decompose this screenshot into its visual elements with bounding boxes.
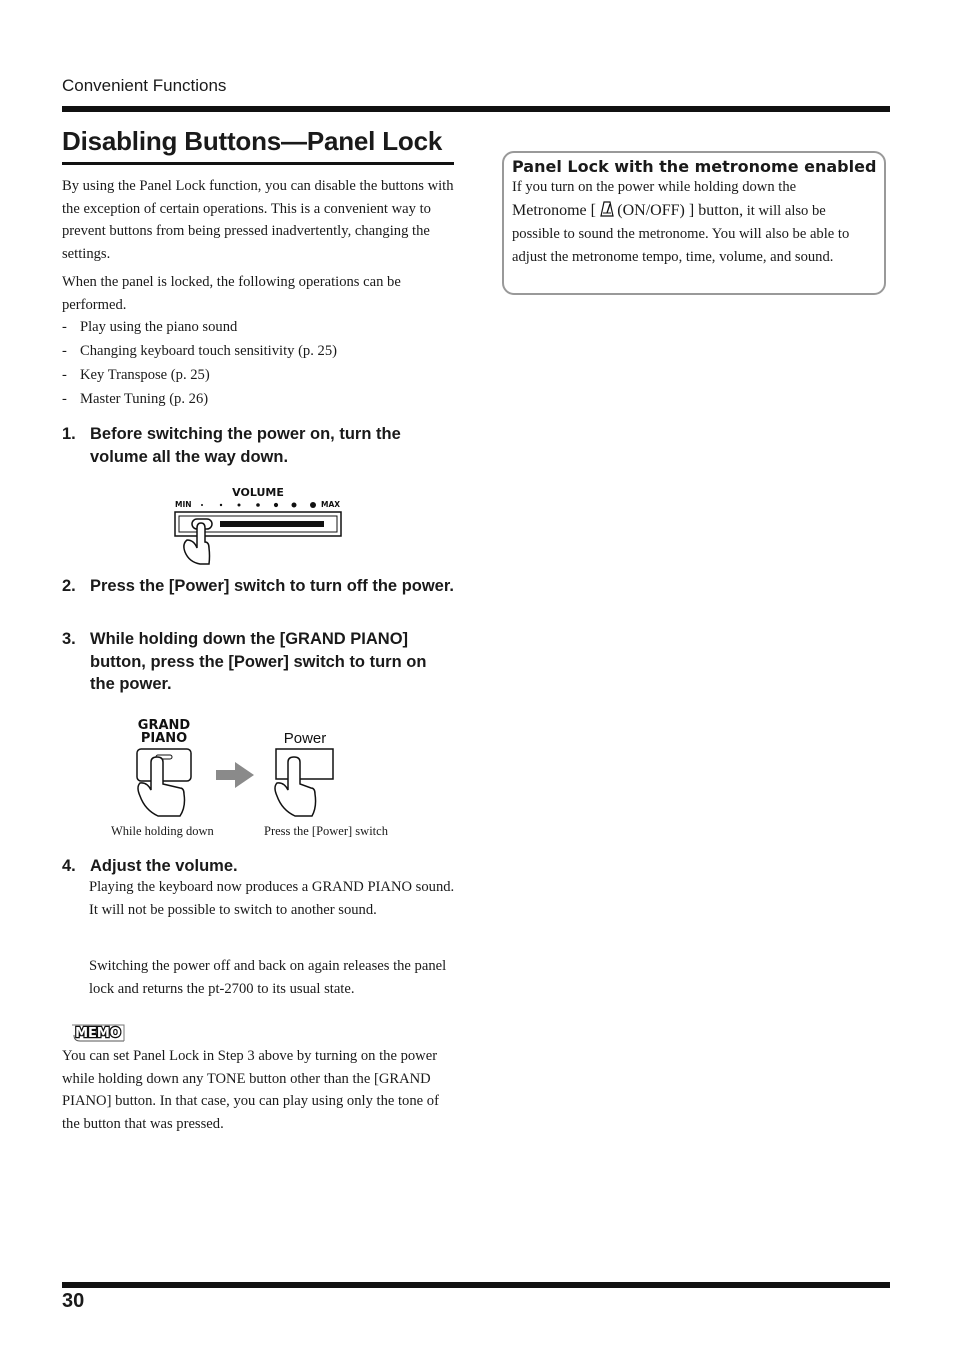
list-item: - Changing keyboard touch sensitivity (p. 25): [62, 343, 337, 359]
step-4-line2: It will not be possible to switch to another sound.: [89, 901, 377, 918]
operation-list: [62, 316, 454, 412]
note-title: Panel Lock with the metronome enabled: [512, 157, 877, 176]
power-on-illustration: [128, 712, 348, 822]
step-number: 4.: [62, 857, 76, 875]
step-4-description: [89, 876, 459, 921]
list-item: - Master Tuning (p. 26): [62, 391, 209, 407]
list-item: - Key Transpose (p. 25): [62, 367, 210, 383]
step-text: Press the [Power] switch to turn off the power.: [90, 577, 454, 595]
metronome-icon: [600, 201, 614, 217]
step-4-line1: Playing the keyboard now produces a GRAND PIANO sound.: [89, 879, 455, 895]
grand-piano-button-icon: [137, 749, 191, 781]
header-rule: [62, 106, 890, 112]
page-title: Disabling Buttons—Panel Lock: [62, 126, 443, 156]
page-number: 30: [62, 1290, 85, 1312]
caption-press-power: Press the [Power] switch: [264, 824, 388, 838]
step-text: Before switching the power on, turn the volume all the way down.: [90, 425, 401, 466]
grand-piano-label-line2: PIANO: [140, 731, 188, 746]
power-label: Power: [283, 730, 327, 747]
svg-text:MEMO: MEMO: [75, 1026, 121, 1041]
release-paragraph: Switching the power off and back on again releases the panel lock and returns the pt-2700 to its usual state.: [89, 958, 447, 997]
step-number: 3.: [62, 630, 76, 648]
step-3: [62, 628, 454, 696]
step-text: While holding down the [GRAND PIANO] button, press the [Power] switch to turn on the power.: [90, 630, 427, 693]
step-text: Adjust the volume.: [90, 857, 238, 875]
intro-paragraph: By using the Panel Lock function, you can disable the buttons with the exception of certain operations. This is a convenient way to prevent buttons from being pressed inadvertently, changing the settings.: [62, 178, 454, 262]
locked-intro-paragraph: When the panel is locked, the following operations can be performed.: [62, 274, 401, 313]
volume-min-label: MIN: [175, 500, 192, 509]
memo-text: You can set Panel Lock in Step 3 above by turning on the power while holding down any TONE button other than the [GRAND PIANO] button. In that case, you can play using only the tone of the button that was pressed.: [62, 1048, 439, 1132]
grand-piano-label-line1: GRAND: [137, 718, 191, 733]
step-4: [62, 855, 454, 878]
step-number: 2.: [62, 577, 76, 595]
volume-slider-illustration: [172, 482, 347, 568]
volume-max-label: MAX: [321, 500, 341, 509]
list-item: - Play using the piano sound: [62, 319, 238, 335]
title-underline: [62, 162, 454, 165]
step-1: [62, 423, 454, 468]
note-body: If you turn on the power while holding down the Metronome [ (ON/OFF) ] button, it will also be possible to sound the metronome. You will also be able to adjust the metronome tempo, time, volume, and sound.: [512, 179, 850, 265]
step-2: [62, 575, 454, 598]
running-header: Convenient Functions: [62, 76, 227, 95]
power-switch-icon: [276, 749, 333, 779]
step-number: 1.: [62, 425, 76, 443]
memo-icon: [70, 1019, 128, 1045]
volume-title: VOLUME: [232, 486, 284, 499]
footer-rule: [62, 1282, 890, 1288]
arrow-right-icon: [216, 762, 254, 788]
caption-while-holding: While holding down: [111, 824, 214, 838]
